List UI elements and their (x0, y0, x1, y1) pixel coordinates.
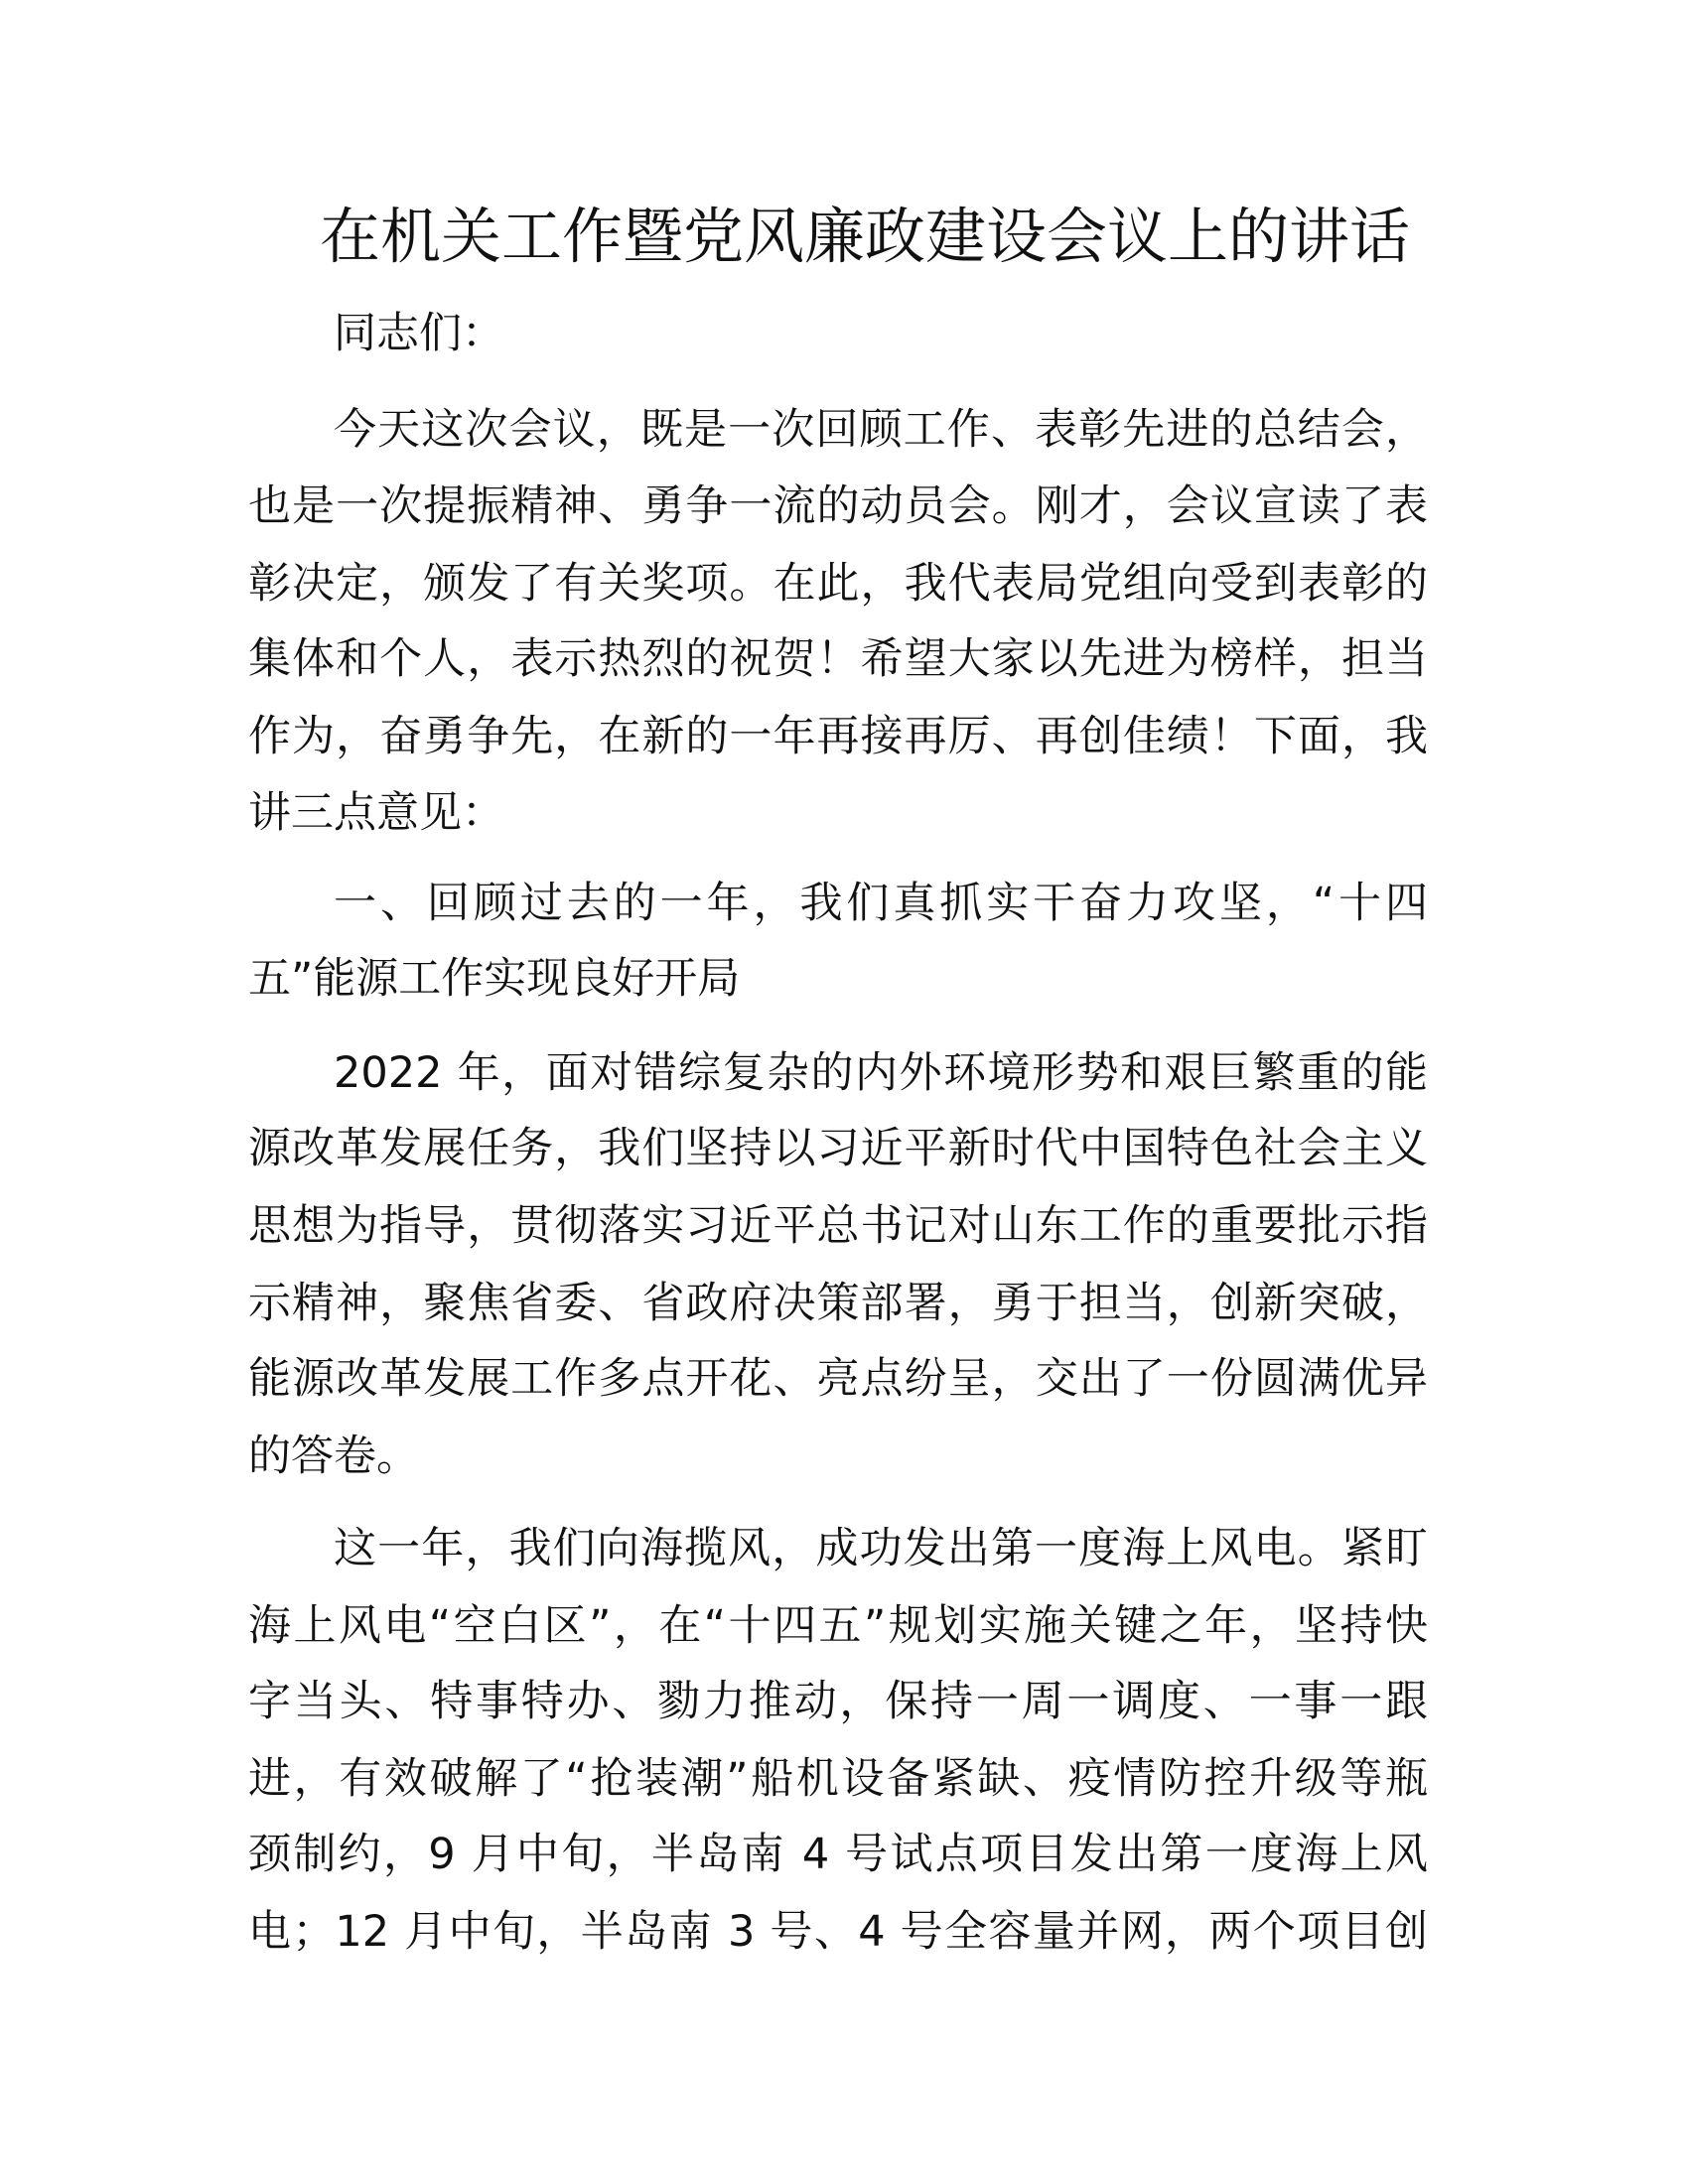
paragraph-line: 也是一次提振精神、勇争一流的动员会。刚才，会议宣读了表 (248, 481, 1428, 531)
paragraph-line: 电；12 月中旬，半岛南 3 号、4 号全容量并网，两个项目创 (248, 1907, 1428, 1957)
paragraph-line: 颈制约，9 月中旬，半岛南 4 号试点项目发出第一度海上风 (248, 1830, 1428, 1879)
salutation: 同志们： (334, 309, 504, 358)
paragraph-line: 集体和个人，表示热烈的祝贺！希望大家以先进为榜样，担当 (248, 634, 1428, 684)
paragraph-line: 示精神，聚焦省委、省政府决策部署，勇于担当，创新突破， (248, 1279, 1428, 1328)
paragraph-line: 字当头、特事特办、勠力推动，保持一周一调度、一事一跟 (248, 1677, 1428, 1726)
paragraph-line: 思想为指导，贯彻落实习近平总书记对山东工作的重要批示指 (248, 1201, 1428, 1251)
paragraph-line: 源改革发展任务，我们坚持以习近平新时代中国特色社会主义 (248, 1124, 1428, 1173)
paragraph-line: 讲三点意见： (248, 788, 504, 838)
paragraph-line: 彰决定，颁发了有关奖项。在此，我代表局党组向受到表彰的 (248, 559, 1428, 609)
document-title: 在机关工作暨党风廉政建设会议上的讲话 (320, 202, 1411, 272)
paragraph-line: 能源改革发展工作多点开花、亮点纷呈，交出了一份圆满优异 (248, 1354, 1428, 1404)
paragraph-line: 进，有效破解了“抢装潮”船机设备紧缺、疫情防控升级等瓶 (248, 1754, 1428, 1804)
paragraph-line: 海上风电“空白区”，在“十四五”规划实施关键之年，坚持快 (248, 1601, 1428, 1651)
paragraph-line: 作为，奋勇争先，在新的一年再接再厉、再创佳绩！下面，我 (248, 712, 1428, 761)
paragraph-line: 2022 年，面对错综复杂的内外环境形势和艰巨繁重的能 (334, 1048, 1428, 1098)
paragraph-line: 的答卷。 (248, 1432, 419, 1481)
paragraph-line: 今天这次会议，既是一次回顾工作、表彰先进的总结会， (334, 405, 1428, 455)
section-heading-line: 五”能源工作实现良好开局 (248, 954, 741, 1004)
section-heading-line: 一、回顾过去的一年，我们真抓实干奋力攻坚，“十四 (334, 879, 1428, 928)
paragraph-line: 这一年，我们向海揽风，成功发出第一度海上风电。紧盯 (334, 1524, 1428, 1573)
